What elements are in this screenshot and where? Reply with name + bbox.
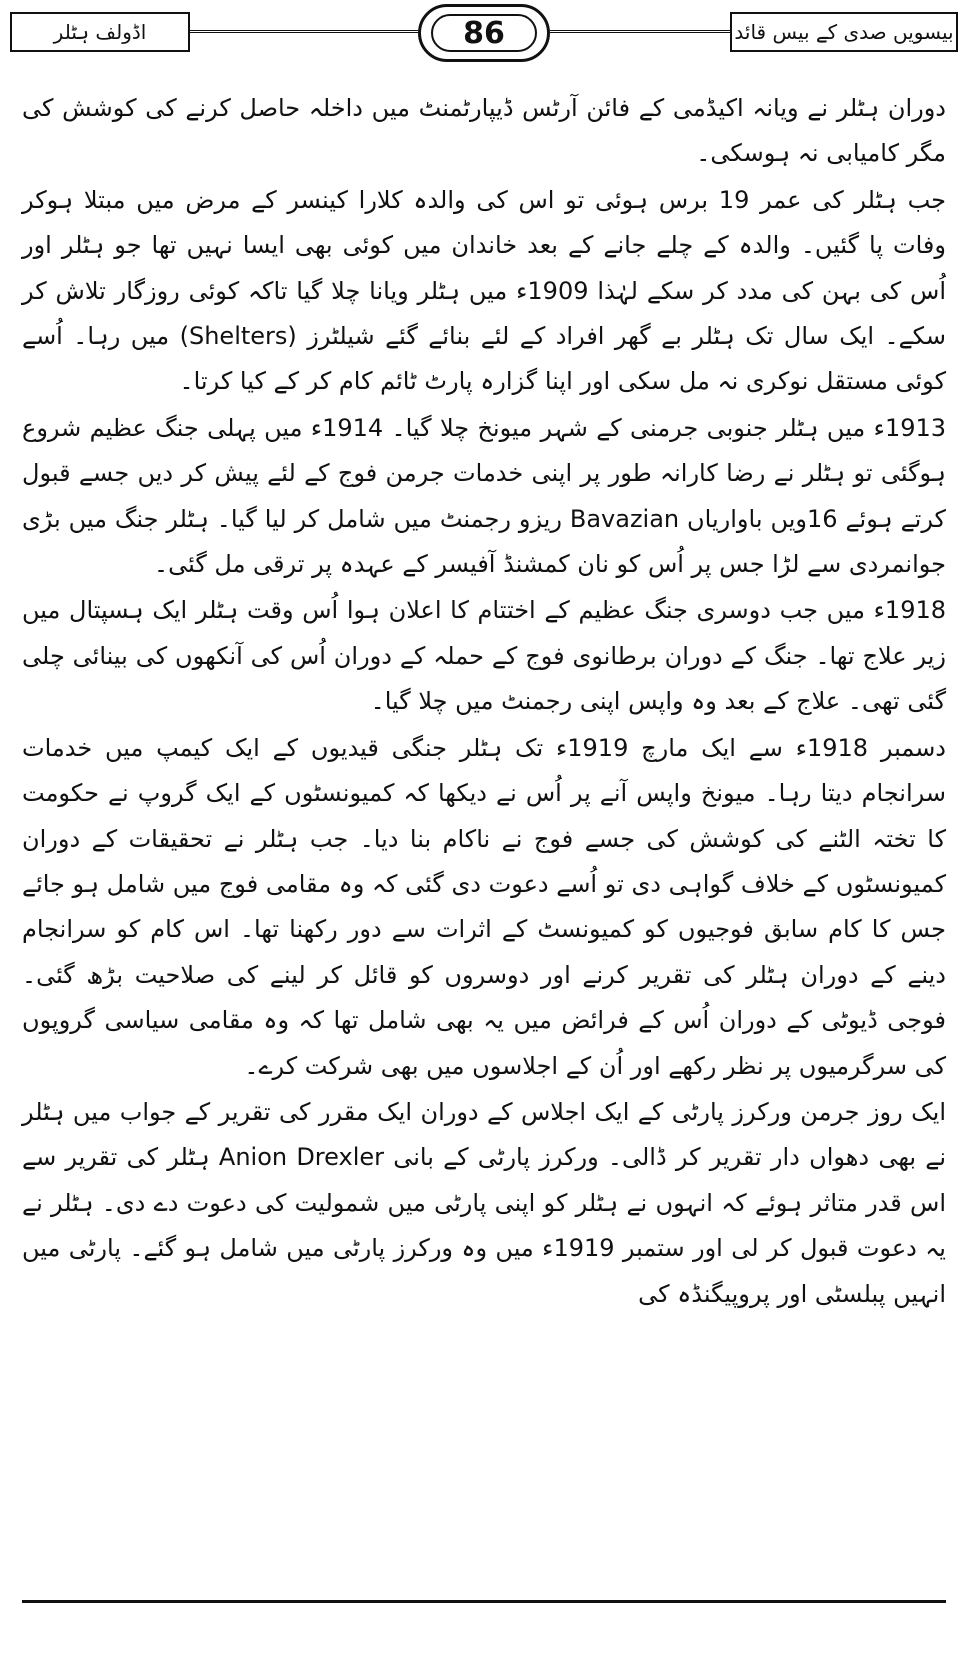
- header-rule-left: [190, 30, 418, 33]
- paragraph-2: جب ہٹلر کی عمر 19 برس ہوئی تو اس کی والدہ کلارا کینسر کے مرض میں مبتلا ہوکر وفات پا گئیں۔ والدہ کے چلے جانے کے بعد خاندان میں کوئی بھی ایسا نہیں تھا جو ہٹلر اور اُس کی بہن کی مدد کر سکے لہٰذا 1909ء میں ہٹلر ویانا چلا گیا تاکہ کوئی روزگار تلاش کر سکے۔ ایک سال تک ہٹلر بے گھر افراد کے لئے بنائے گئے شیلٹرز (Shelters) میں رہا۔ اُسے کوئی مستقل نوکری نہ مل سکی اور اپنا گزارہ پارٹ ٹائم کام کر کے کیا کرتا۔: [22, 185, 946, 396]
- header-rule-right: [550, 30, 730, 33]
- paragraph-5: دسمبر 1918ء سے ایک مارچ 1919ء تک ہٹلر جنگی قیدیوں کے ایک کیمپ میں خدمات سرانجام دیتا رہا۔ میونخ واپس آنے پر اُس نے دیکھا کہ کمیونسٹوں کے ایک گروپ نے حکومت کا تختہ الٹنے کی کوشش کی جسے فوج نے ناکام بنا دیا۔ جب ہٹلر نے تحقیقات کے دوران کمیونسٹوں کے خلاف گواہی دی تو اُسے دعوت دی گئی کہ وہ مقامی فوج میں شامل ہو جائے جس کا کام سابق فوجیوں کو کمیونسٹ کے اثرات سے دور رکھنا تھا۔ اس کام کو سرانجام دینے کے دوران ہٹلر کی تقریر کرنے اور دوسروں کو قائل کر لینے کی صلاحیت بڑھ گئی۔ فوجی ڈیوٹی کے دوران اُس کے فرائض میں یہ بھی شامل تھا کہ وہ مقامی سیاسی گروپوں کی سرگرمیوں پر نظر رکھے اور اُن کے اجلاسوں میں بھی شرکت کرے۔: [22, 733, 946, 1080]
- paragraph-1: دوران ہٹلر نے ویانہ اکیڈمی کے فائن آرٹس ڈیپارٹمنٹ میں داخلہ حاصل کرنے کی کوشش کی مگر کامیابی نہ ہوسکی۔: [22, 94, 946, 168]
- footer-rule: [22, 1600, 946, 1603]
- paragraph-4: 1918ء میں جب دوسری جنگ عظیم کے اختتام کا اعلان ہوا اُس وقت ہٹلر ایک ہسپتال میں زیر علاج تھا۔ جنگ کے دوران برطانوی فوج کے حملہ کے دوران اُس کی آنکھوں کی بینائی چلی گئی تھی۔ علاج کے بعد وہ واپس اپنی رجمنٹ میں چلا گیا۔: [22, 596, 946, 716]
- page-header: [10, 4, 958, 76]
- page-number: 86: [431, 14, 537, 52]
- paragraph-3: 1913ء میں ہٹلر جنوبی جرمنی کے شہر میونخ چلا گیا۔ 1914ء میں پہلی جنگ عظیم شروع ہوگئی تو ہٹلر نے رضا کارانہ طور پر اپنی خدمات جرمن فوج کے لئے پیش کر دیں جسے قبول کرتے ہوئے 16ویں باواریاں Bavazian ریزو رجمنٹ میں شامل کر لیا گیا۔ ہٹلر جنگ میں بڑی جوانمردی سے لڑا جس پر اُس کو نان کمشنڈ آفیسر کے عہدہ پر ترقی مل گئی۔: [22, 413, 947, 579]
- paragraph-6: ایک روز جرمن ورکرز پارٹی کے ایک اجلاس کے دوران ایک مقرر کی تقریر کے جواب میں ہٹلر نے بھی دھواں دار تقریر کر ڈالی۔ ورکرز پارٹی کے بانی Anion Drexler ہٹلر کی تقریر سے اس قدر متاثر ہوئے کہ انہوں نے ہٹلر کو اپنی پارٹی میں شمولیت کی دعوت دے دی۔ ہٹلر نے یہ دعوت قبول کر لی اور ستمبر 1919ء میں وہ ورکرز پارٹی میں شامل ہو گئے۔ پارٹی میں انہیں پبلسٹی اور پروپیگنڈہ کی: [22, 1097, 947, 1308]
- page-body: [22, 86, 946, 1317]
- page-number-badge: [418, 4, 550, 62]
- chapter-title: اڈولف ہٹلر: [10, 12, 190, 52]
- book-title: بیسویں صدی کے بیس قائد: [730, 12, 958, 52]
